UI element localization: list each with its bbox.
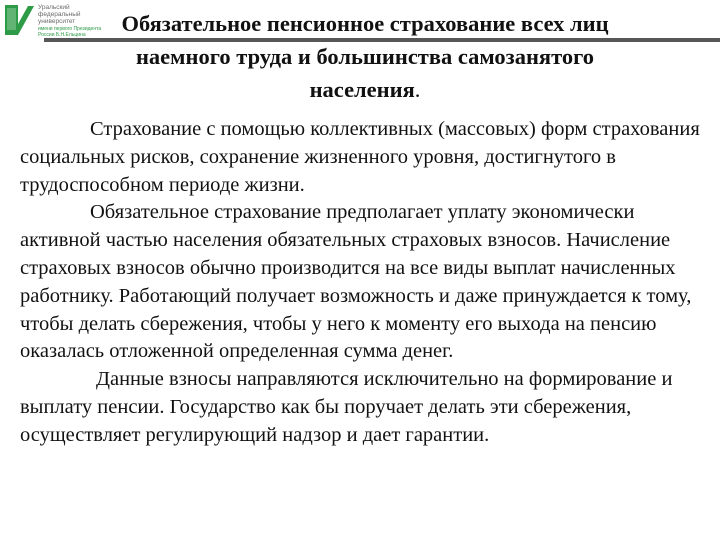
logo-line-3: университет xyxy=(38,18,76,26)
slide-body xyxy=(20,116,720,450)
paragraph-1: Страхование с помощью коллективных (массовых) форм страхования социальных рисков, сохранение жизненного уровня, достигнутого в трудоспособном периоде жизни. xyxy=(20,118,700,196)
logo-line-1: Уральский xyxy=(38,4,70,11)
logo-line-5: России Б.Н.Ельцина xyxy=(38,31,86,38)
title-line-3 xyxy=(10,73,720,106)
logo-line-4: имени первого Президента xyxy=(38,25,102,32)
paragraph-3: Данные взносы направляются исключительно на формирование и выплату пенсии. Государство как бы поручает делать эти сбережения, осуществляет регулирующий надзор и дает гарантии. xyxy=(20,368,673,446)
title-end-mark: . xyxy=(414,77,421,102)
slide-title xyxy=(10,7,720,106)
title-line-3-text: населения xyxy=(309,77,415,102)
title-line-2: наемного труда и большинства самозанятого xyxy=(135,44,595,69)
paragraph-2: Обязательное страхование предполагает уплату экономически активной частью населения обязательных страховых взносов. Начисление страховых взносов обычно производится на все виды выплат начисленных работнику. Работающий получает возможность и даже принуждается к тому, чтобы делать сбережения, чтобы у него к моменту его выхода на пенсию оказалась отложенной определенная сумма денег. xyxy=(20,201,692,363)
title-line-1: Обязательное пенсионное страхование всех лиц xyxy=(121,11,609,36)
logo-line-2: федеральный xyxy=(38,11,81,19)
